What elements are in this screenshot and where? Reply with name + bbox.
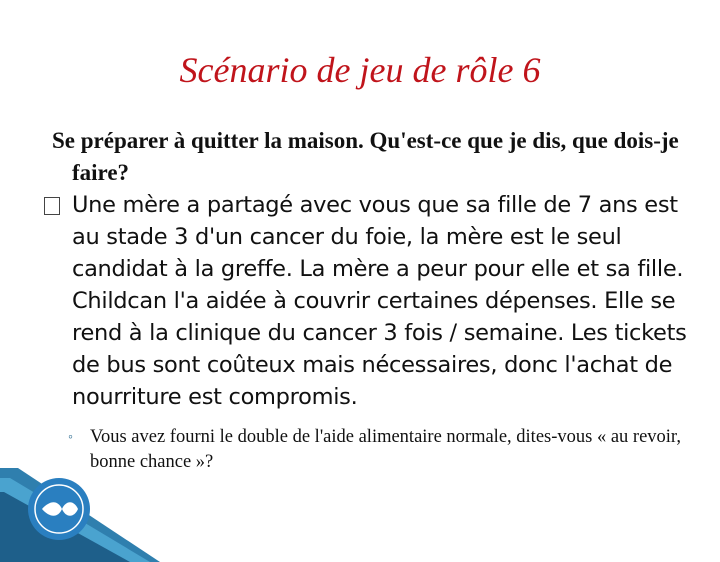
slide-title: Scénario de jeu de rôle 6 [179, 50, 541, 90]
ribbon-logo-icon [28, 478, 90, 540]
slide-body [52, 125, 692, 475]
main-bullet-text: Une mère a partagé avec vous que sa fille de 7 ans est au stade 3 d'un cancer du foie, la mère est le seul candidat à la greffe. La mère a peur pour elle et sa fille. Childcan l'a aidée à couvrir certaines dépenses. Elle se rend à la clinique du cancer 3 fois / semaine. Les tickets de bus sont coûteux mais nécessaires, donc l'achat de nourriture est compromis. [72, 192, 687, 410]
sub-bullet [68, 425, 692, 475]
main-bullet [52, 189, 692, 413]
ring-bullet-icon: ◦ [68, 430, 73, 445]
checkbox-square-icon [44, 197, 60, 215]
sub-bullet-text: Vous avez fourni le double de l'aide alimentaire normale, dites-vous « au revoir, bonne chance »? [90, 427, 681, 472]
slide-heading: Se préparer à quitter la maison. Qu'est-ce que je dis, que dois-je faire? [52, 128, 679, 185]
